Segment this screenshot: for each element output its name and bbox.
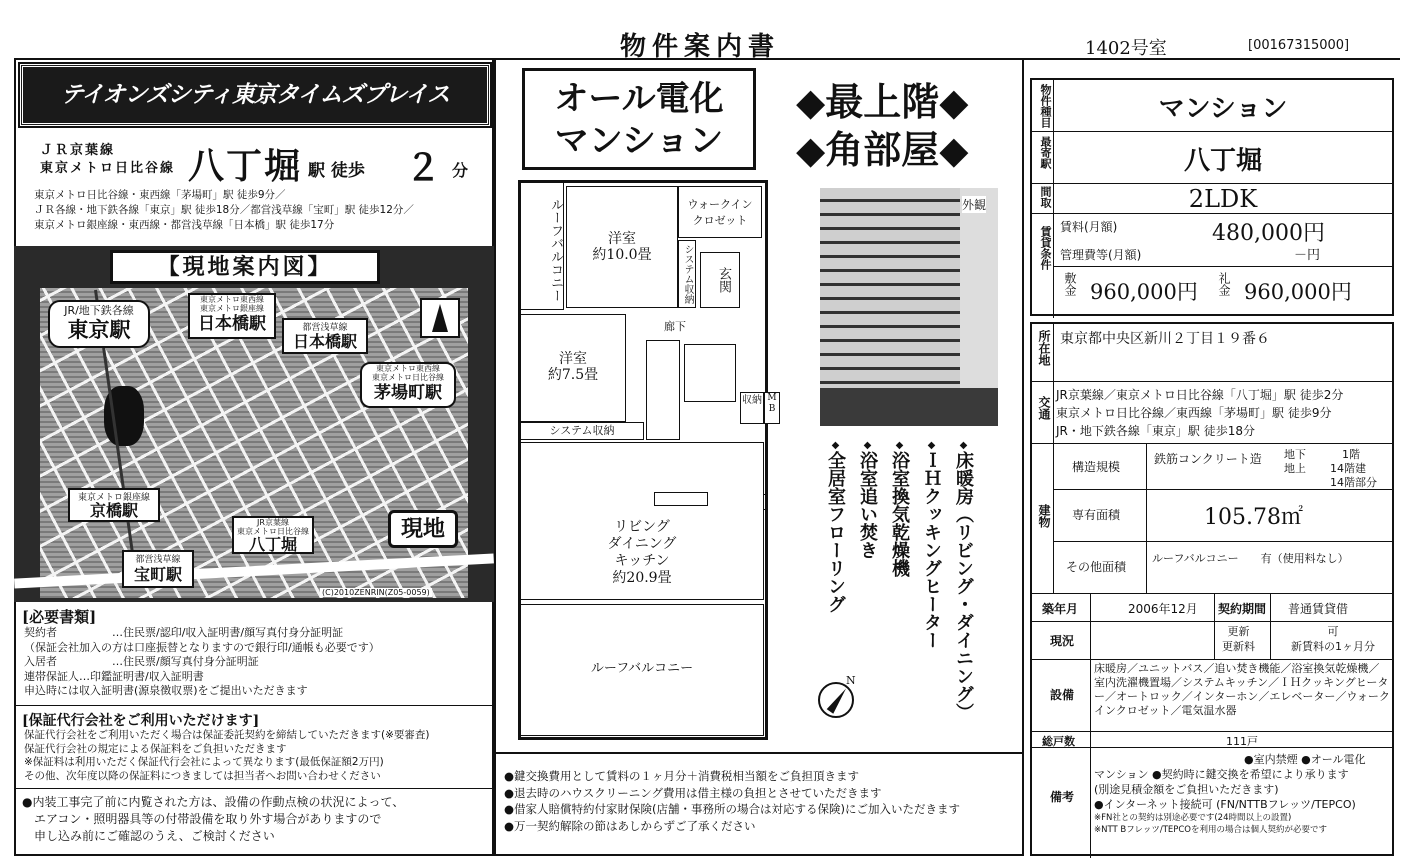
page-title: 物件案内書 [620,32,781,62]
feature-item: ◆床暖房（リビング・ダイニング） [953,440,974,721]
map-label-genchi: 現地 [388,510,458,548]
map-label-tokyo: JR/地下鉄各線 東京駅 [48,300,150,348]
built-value: 2006年12月 [1128,602,1198,616]
building-name: テイオンズシティ東京タイムズプレイス [60,81,450,108]
map-title: 【現地案内図】 [157,254,333,280]
rent-value: 480,000円 [1212,221,1325,246]
map-label-nihonbashi: 東京メトロ東西線 東京メトロ銀座線 日本橋駅 [188,293,276,339]
all-electric-badge: オール電化 マンション [522,68,756,170]
equipment-value: 床暖房／ユニットバス／追い焚き機能／浴室換気乾燥機／室内洗濯機置場／システムキッチン／ＩＨクッキングヒーター／オートロック／インターホン／エレベーター／ウォークインクロゼット／電気温水器 [1094,662,1390,717]
kitchen-counter [654,492,708,506]
management-fee: －円 [1294,248,1321,263]
map-label-kayabacho: 東京メトロ東西線 東京メトロ日比谷線 茅場町駅 [360,362,456,408]
renewal-value: 可 新賃料の1ヶ月分 [1291,625,1375,653]
top-floor-badge: ◆最上階◆ ◆角部屋◆ [796,79,969,172]
access-eki: 駅 徒歩 [308,161,365,181]
sub-access-line: ＪＲ各線・地下鉄各線「東京」駅 徒歩18分／都営浅草線「宝町」駅 徒歩12分／ [34,204,414,216]
property-code: [00167315000] [1248,38,1350,53]
remarks-list: ●室内禁煙 ●オール電化 マンション ●契約時に鍵交換を希望により承ります (別途見積金額をご負担いただきます) ●インターネット接続可 (FN/NTTBフレッツ/TEPCO) ※FN社との契約は別途必要です(24時間以上の設置) ※NTT Bフレッツ/TEPCOを利用の場合は個人契約が必要です [1094,753,1366,835]
north-arrow-icon [420,298,460,338]
map-label-kyobashi: 東京メトロ銀座線 京橋駅 [68,488,160,522]
key-money-value: 960,000円 [1244,280,1352,304]
required-list: 契約者 …住民票/認印/収入証明書/顔写真付身分証明証 （保証会社加入の方は口座振替となりますので銀行印/通帳も必要です） 入居者 …住民票/顔写真付身分証明証 連帯保証人…印鑑証明書/収入証明書 申込時には収入証明書(源泉徴収票)をご提出いただきます [24,626,380,697]
map-label-toei-nihonbashi: 都営浅草線 日本橋駅 [282,318,368,354]
access-station: 八丁堀 [188,145,303,187]
balcony-area: ルーフバルコニー [520,182,564,310]
ldk: リビング ダイニング キッチン 約20.9畳 [520,442,764,600]
structure-value: 鉄筋コンクリート造 [1154,452,1262,466]
room-number: 1402号室 [1085,38,1167,59]
right-detail-table: 所在地 東京都中央区新川２丁目１９番６ 交通 JR京葉線／東京メトロ日比谷線「八丁堀」駅 徒歩2分 東京メトロ日比谷線／東西線「茅場町」駅 徒歩9分 JR・地下鉄各線「東京」駅 徒歩18分 建物 構造規模 鉄筋コンクリート造 地下 1階 地上 14階建 14階部分 専有面積 105.78㎡ その他面積 ルーフバルコニー 有（使用料なし） 築年月 2006年12月 契約期間 普通賃貸借 現況 更新 更新料 可 新賃料の1ヶ月分 設備 床暖房／ユニットバス／追い焚き機能／浴室換気乾燥機／室内洗濯機置場／システムキッチン／ＩＨクッキングヒーター／オートロック／インターホン／エレベーター／ウォークインクロゼット／電気温水器 総戸数 111戸 備考 ●室内禁煙 ●オール電化 マンション ●契約時に鍵交換を希望により承ります (別途見積金額をご負担いただきます) ●インターネット接続可 (FN/NTTBフレッツ/TEPCO) ※FN社との契約は別途必要です(24時間以上の設置) ※NTT Bフレッツ/TEPCOを利用の場合は個人契約が必要です [1030,322,1394,856]
hall-label: 廊下 [664,320,686,333]
system-storage-1: システム収納 [678,240,696,308]
sub-access-line: 東京メトロ日比谷線・東西線「茅場町」駅 徒歩9分／ [34,189,286,201]
exterior-photo [820,188,998,426]
address-value: 東京都中央区新川２丁目１９番６ [1060,331,1270,347]
bedroom-1: 洋室 約10.0畳 [566,186,678,308]
walkin-closet: ウォークイン クロゼット [678,186,762,238]
bedroom-2: 洋室 約7.5畳 [520,314,626,422]
bottom-notes: ●鍵交換費用として賃料の１ヶ月分＋消費税相当額をご負担頂きます ●退去時のハウスクリーニング費用は借主様の負担とさせていただきます ●借家人賠償特約付家財保険(店舗・事務所の場合は対応する保険)にご加入いただきます ●万一契約解除の節はあしからずご了承ください [504,769,961,833]
toilet-area [684,344,736,402]
sub-access-line: 東京メトロ銀座線・東西線・都営浅草線「日本橋」駅 徒歩17分 [34,219,335,231]
nearest-station: 八丁堀 [1183,146,1262,176]
storage-unit: 収納 [740,392,764,424]
interior-notice: ●内装工事完了前に内覧された方は、設備の作動点検の状況によって、 エアコン・照明器具等の付帯設備を取り外す場合がありますので 申し込み前にご確認のうえ、ご検討ください [22,795,405,843]
deposit-value: 960,000円 [1090,280,1198,304]
access-minutes: ２ [405,147,442,189]
bath-area [646,340,680,440]
property-type: マンション [1158,94,1288,124]
feature-item: ◆全居室フローリング [825,440,846,613]
sub-access [34,188,414,233]
other-area-value: ルーフバルコニー 有（使用料なし） [1152,552,1349,565]
building-name-banner [20,64,490,126]
required-title: [必要書類] [22,608,97,626]
map-copyright: (C)2010ZENRIN(Z05-0059) [322,588,430,597]
floor-plan [518,180,780,750]
guarantee-list: 保証代行会社をご利用いただく場合は保証委託契約を締結していただきます(※要審査) 保証代行会社の規定による保証料をご負担いただきます ※保証料は利用いただく保証代行会社によって異なります(最低保証額2万円) その他、次年度以降の保証料につきましては担当者へお問い合わせください [24,729,430,782]
map-label-takaracho: 都営浅草線 宝町駅 [122,550,194,588]
meter-box: M B [764,392,780,424]
feature-item: ◆ＩＨクッキングヒーター [921,440,942,649]
map-title-box [110,250,380,284]
feature-list [825,440,976,740]
access-fun: 分 [452,161,469,180]
units-value: 111戸 [1226,735,1258,748]
floor-part: 14階部分 [1330,476,1377,489]
map-label-hatchobori: JR京葉線 東京メトロ日比谷線 八丁堀 [232,516,314,554]
area-value: 105.78㎡ [1204,505,1303,530]
compass-icon [818,682,854,718]
feature-item: ◆浴室追い焚き [857,440,878,559]
right-info-table: 物件種目 マンション 最寄駅 八丁堀 間取 2LDK 賃貸条件 賃料(月額) 480,000円 管理費等(月額) －円 敷金 960,000円 礼金 960,000円 [1030,78,1394,316]
exterior-label: 外観 [962,198,987,212]
access-lines: ＪＲ京葉線 東京メトロ日比谷線 [40,143,176,176]
traffic-list: JR京葉線／東京メトロ日比谷線「八丁堀」駅 徒歩2分 東京メトロ日比谷線／東西線「茅場町」駅 徒歩9分 JR・地下鉄各線「東京」駅 徒歩18分 [1056,388,1344,438]
system-storage-2: システム収納 [520,422,644,440]
guarantee-title: [保証代行会社をご利用いただけます] [22,713,260,729]
contract-value: 普通賃貸借 [1288,602,1349,616]
roof-balcony: ルーフバルコニー [520,604,764,736]
feature-item: ◆浴室換気乾燥機 [889,440,910,577]
entrance: 玄関 [700,252,740,308]
compass-n-label: N [846,674,856,687]
layout-value: 2LDK [1188,185,1258,213]
